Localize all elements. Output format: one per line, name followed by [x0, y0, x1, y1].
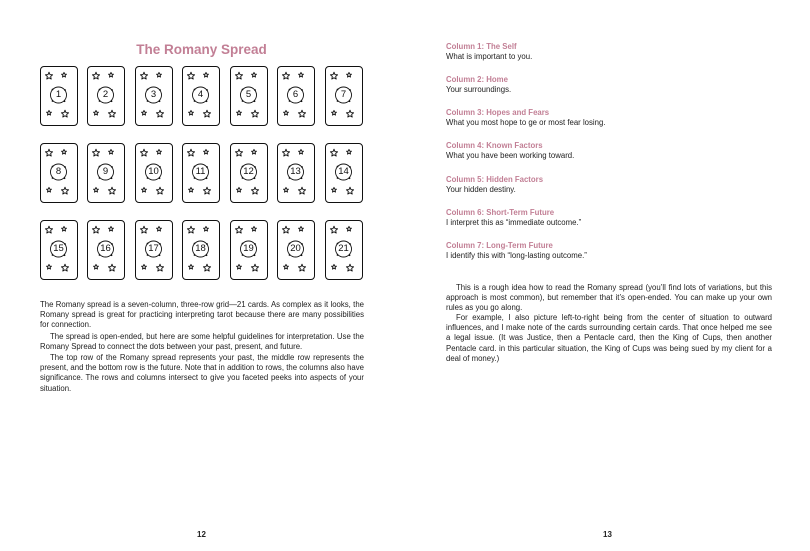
card-number: 3: [150, 89, 157, 100]
star-icon: [187, 149, 194, 156]
star-icon: [330, 72, 337, 79]
star-icon: [45, 72, 52, 79]
tarot-card-9: [87, 143, 125, 203]
star-icon: [109, 149, 114, 154]
column-item-1: [446, 42, 776, 63]
star-icon: [108, 110, 115, 117]
card-number: 20: [290, 243, 301, 254]
star-icon: [156, 187, 163, 194]
tarot-card-20: [277, 220, 315, 280]
romany-card-grid: [40, 66, 364, 288]
column-heading: Column 6: Short-Term Future: [446, 208, 555, 217]
star-icon: [252, 149, 257, 154]
star-icon: [299, 149, 304, 154]
star-icon: [237, 264, 242, 269]
star-icon: [142, 264, 147, 269]
star-icon: [187, 226, 194, 233]
star-icon: [346, 110, 353, 117]
star-icon: [61, 187, 68, 194]
tarot-card-8: [40, 143, 78, 203]
column-heading: Column 5: Hidden Factors: [446, 175, 544, 184]
card-number: 17: [148, 243, 159, 254]
page-title: The Romany Spread: [136, 42, 267, 57]
tarot-card-21: [325, 220, 363, 280]
tarot-card-16: [87, 220, 125, 280]
star-icon: [157, 226, 162, 231]
tarot-card-5: [230, 66, 268, 126]
tarot-card-19: [230, 220, 268, 280]
star-icon: [298, 110, 305, 117]
card-number: 13: [290, 166, 301, 177]
left-paragraph-3: The top row of the Romany spread represents your past, the middle row represents the present, and the bottom row is the future. Note that in addition to rows, the columns also have significance. The rows and columns intersect to give you faceted peeks into aspects of your situation.: [40, 353, 364, 393]
column-item-3: [446, 108, 776, 129]
tarot-card-4: [182, 66, 220, 126]
card-number: 19: [243, 243, 254, 254]
card-number: 1: [55, 89, 62, 100]
page-number-right: 13: [603, 530, 612, 539]
tarot-card-3: [135, 66, 173, 126]
column-description: What you have been working toward.: [446, 151, 575, 160]
tarot-card-18: [182, 220, 220, 280]
star-icon: [109, 226, 114, 231]
star-icon: [61, 110, 68, 117]
tarot-card-13: [277, 143, 315, 203]
tarot-card-6: [277, 66, 315, 126]
star-icon: [251, 110, 258, 117]
tarot-card-17: [135, 220, 173, 280]
star-icon: [94, 110, 99, 115]
card-number: 10: [148, 166, 159, 177]
star-icon: [109, 72, 114, 77]
column-description: What is important to you.: [446, 52, 533, 61]
star-icon: [187, 72, 194, 79]
card-number: 7: [340, 89, 347, 100]
card-number: 18: [195, 243, 206, 254]
star-icon: [203, 264, 210, 271]
star-icon: [47, 110, 52, 115]
star-icon: [346, 264, 353, 271]
star-icon: [235, 72, 242, 79]
star-icon: [284, 110, 289, 115]
star-icon: [282, 72, 289, 79]
star-icon: [347, 72, 352, 77]
star-icon: [330, 149, 337, 156]
star-icon: [252, 226, 257, 231]
star-icon: [45, 149, 52, 156]
star-icon: [140, 72, 147, 79]
star-icon: [298, 264, 305, 271]
column-description: Your surroundings.: [446, 85, 512, 94]
star-icon: [61, 264, 68, 271]
right-page: [405, 0, 810, 551]
tarot-card-11: [182, 143, 220, 203]
right-paragraph-1: This is a rough idea how to read the Romany spread (you’ll find lots of variations, but this approach is most common), but remember that it’s open-ended. You can make up your own rules as you go along.: [446, 283, 772, 313]
left-paragraph-2: The spread is open-ended, but here are some helpful guidelines for interpretation. Use the Romany Spread to connect the dots between your past, present, and future.: [40, 332, 364, 352]
star-icon: [346, 187, 353, 194]
star-icon: [47, 264, 52, 269]
star-icon: [189, 264, 194, 269]
star-icon: [299, 72, 304, 77]
star-icon: [92, 149, 99, 156]
star-icon: [237, 187, 242, 192]
star-icon: [332, 110, 337, 115]
tarot-card-7: [325, 66, 363, 126]
tarot-card-15: [40, 220, 78, 280]
column-heading: Column 7: Long-Term Future: [446, 241, 553, 250]
star-icon: [142, 110, 147, 115]
star-icon: [237, 110, 242, 115]
star-icon: [140, 149, 147, 156]
star-icon: [94, 187, 99, 192]
column-heading: Column 2: Home: [446, 75, 508, 84]
tarot-card-14: [325, 143, 363, 203]
column-item-4: [446, 141, 776, 162]
column-heading: Column 3: Hopes and Fears: [446, 108, 550, 117]
card-number: 5: [245, 89, 252, 100]
star-icon: [347, 226, 352, 231]
card-number: 15: [53, 243, 64, 254]
right-paragraph-2: For example, I also picture left-to-right being from the center of situation to outward influences, and I make note of the cards surrounding certain cards. That once helped me see a legal issue. (It was Justice, then a Pentacle card, then the King of Cups, then another Pentacle card. in this particular situation, the King of Cups was being sued by my client for a deal of money.): [446, 313, 772, 363]
star-icon: [282, 226, 289, 233]
star-icon: [189, 110, 194, 115]
star-icon: [204, 226, 209, 231]
column-item-5: [446, 175, 776, 196]
star-icon: [157, 72, 162, 77]
star-icon: [157, 149, 162, 154]
column-heading: Column 4: Known Factors: [446, 141, 543, 150]
star-icon: [251, 264, 258, 271]
star-icon: [284, 264, 289, 269]
star-icon: [142, 187, 147, 192]
column-item-6: [446, 208, 776, 229]
card-number: 16: [100, 243, 111, 254]
card-number: 12: [243, 166, 254, 177]
star-icon: [45, 226, 52, 233]
star-icon: [347, 149, 352, 154]
star-icon: [284, 187, 289, 192]
star-icon: [156, 264, 163, 271]
star-icon: [298, 187, 305, 194]
tarot-card-10: [135, 143, 173, 203]
star-icon: [235, 149, 242, 156]
column-description: I identify this with “long-lasting outcome.”: [446, 251, 587, 260]
column-item-7: [446, 241, 776, 262]
star-icon: [140, 226, 147, 233]
card-number: 6: [292, 89, 299, 100]
star-icon: [204, 149, 209, 154]
star-icon: [332, 264, 337, 269]
column-description: What you most hope to ge or most fear losing.: [446, 118, 606, 127]
tarot-card-2: [87, 66, 125, 126]
card-number: 4: [197, 89, 204, 100]
column-description: Your hidden destiny.: [446, 185, 516, 194]
star-icon: [189, 187, 194, 192]
card-number: 2: [102, 89, 109, 100]
star-icon: [204, 72, 209, 77]
star-icon: [203, 110, 210, 117]
star-icon: [62, 72, 67, 77]
page-number-left: 12: [197, 530, 206, 539]
card-number: 11: [195, 166, 206, 177]
star-icon: [251, 187, 258, 194]
column-description: I interpret this as “immediate outcome.”: [446, 218, 582, 227]
card-number: 8: [55, 166, 62, 177]
column-heading: Column 1: The Self: [446, 42, 517, 51]
column-item-2: [446, 75, 776, 96]
star-icon: [282, 149, 289, 156]
left-paragraph-1: The Romany spread is a seven-column, three-row grid—21 cards. As complex as it looks, the Romany spread is great for practicing interpreting tarot because there are many possibilities for connection.: [40, 300, 364, 330]
star-icon: [330, 226, 337, 233]
star-icon: [108, 264, 115, 271]
tarot-card-12: [230, 143, 268, 203]
tarot-card-1: [40, 66, 78, 126]
star-icon: [92, 226, 99, 233]
star-icon: [62, 226, 67, 231]
star-icon: [252, 72, 257, 77]
star-icon: [62, 149, 67, 154]
star-icon: [108, 187, 115, 194]
star-icon: [156, 110, 163, 117]
star-icon: [47, 187, 52, 192]
star-icon: [332, 187, 337, 192]
star-icon: [299, 226, 304, 231]
star-icon: [235, 226, 242, 233]
card-number: 14: [338, 166, 349, 177]
card-number: 9: [102, 166, 109, 177]
star-icon: [203, 187, 210, 194]
star-icon: [94, 264, 99, 269]
card-number: 21: [338, 243, 349, 254]
star-icon: [92, 72, 99, 79]
